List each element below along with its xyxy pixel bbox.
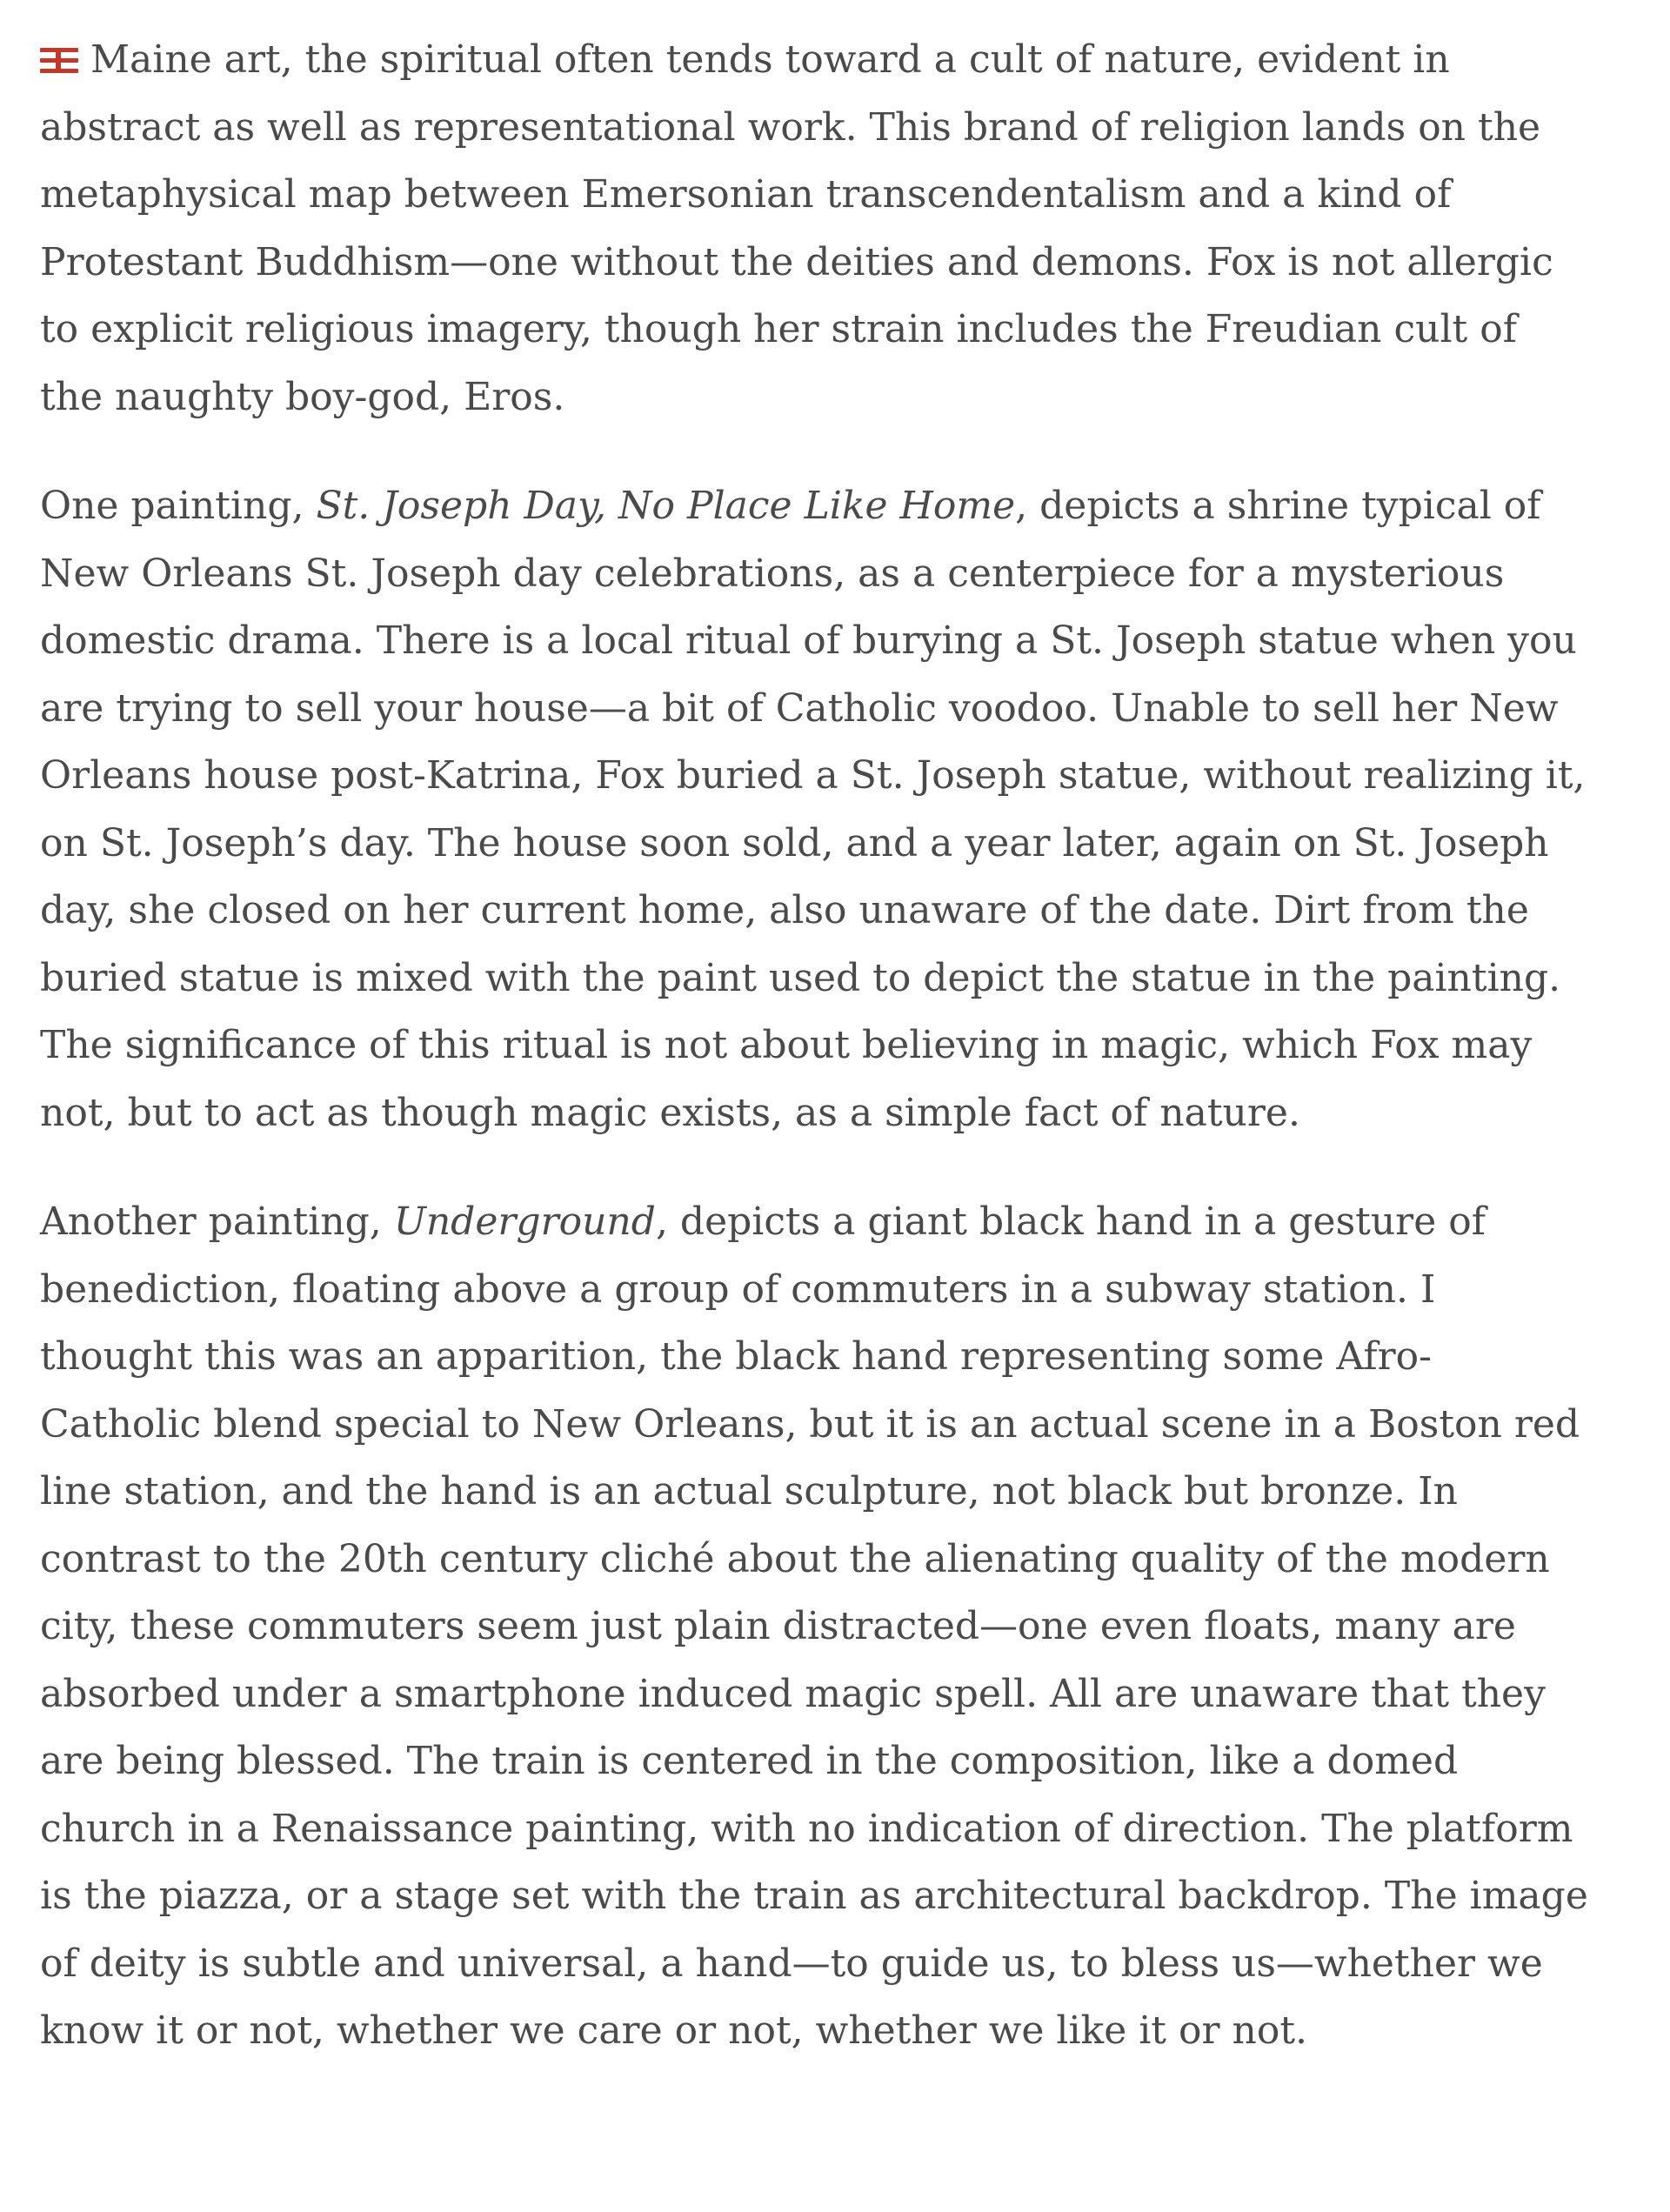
paragraph-3-text-b: , depicts a giant black hand in a gesture of benediction, floating above a group of commuters in a subway station. I thought this was an apparition, the black hand representing some Afro-Catholic blend special to New Orleans, but it is an actual scene in a Boston red line station, and the hand is an actual sculpture, not black but bronze. In contrast to the 20th century cliché about the alienating quality of the modern city, these commuters seem just plain distracted—one even floats, many are absorbed under a smartphone induced magic spell. All are unaware that they are being blessed. The train is centered in the composition, like a domed church in a Renaissance painting, with no indication of direction. The platform is the piazza, or a stage set with the train as architectural backdrop. The image of deity is subtle and universal, a hand—to guide us, to bless us—whether we know it or not, whether we care or not, whether we like it or not.	[40, 1200, 1588, 2053]
paragraph-3-text-a: Another painting,	[40, 1200, 394, 1244]
paragraph-2	[40, 472, 1588, 1146]
painting-title-st-joseph: St. Joseph Day, No Place Like Home	[316, 484, 1016, 528]
article-body	[40, 26, 1588, 2107]
paragraph-1-text: Maine art, the spiritual often tends toward a cult of nature, evident in abstract as well as representational work. This brand of religion lands on the metaphysical map between Emersonian transcendentalism and a kind of Protestant Buddhism—one without the deities and demons. Fox is not allergic to explicit religious imagery, though her strain includes the Freudian cult of the naughty boy-god, Eros.	[40, 37, 1553, 419]
paragraph-2-text-a: One painting,	[40, 484, 317, 528]
paragraph-3	[40, 1188, 1588, 2065]
paragraph-1	[40, 26, 1588, 431]
menu-icon[interactable]	[40, 48, 78, 74]
paragraph-2-text-b: , depicts a shrine typical of New Orleans St. Joseph day celebrations, as a centerpiece for a mysterious domestic drama. There is a local ritual of burying a St. Joseph statue when you are trying to sell your house—a bit of Catholic voodoo. Unable to sell her New Orleans house post-Katrina, Fox buried a St. Joseph statue, without realizing it, on St. Joseph’s day. The house soon sold, and a year later, again on St. Joseph day, she closed on her current home, also unaware of the date. Dirt from the buried statue is mixed with the paint used to depict the statue in the painting. The significance of this ritual is not about believing in magic, which Fox may not, but to act as though magic exists, as a simple fact of nature.	[40, 484, 1586, 1135]
painting-title-underground: Underground	[393, 1200, 656, 1244]
